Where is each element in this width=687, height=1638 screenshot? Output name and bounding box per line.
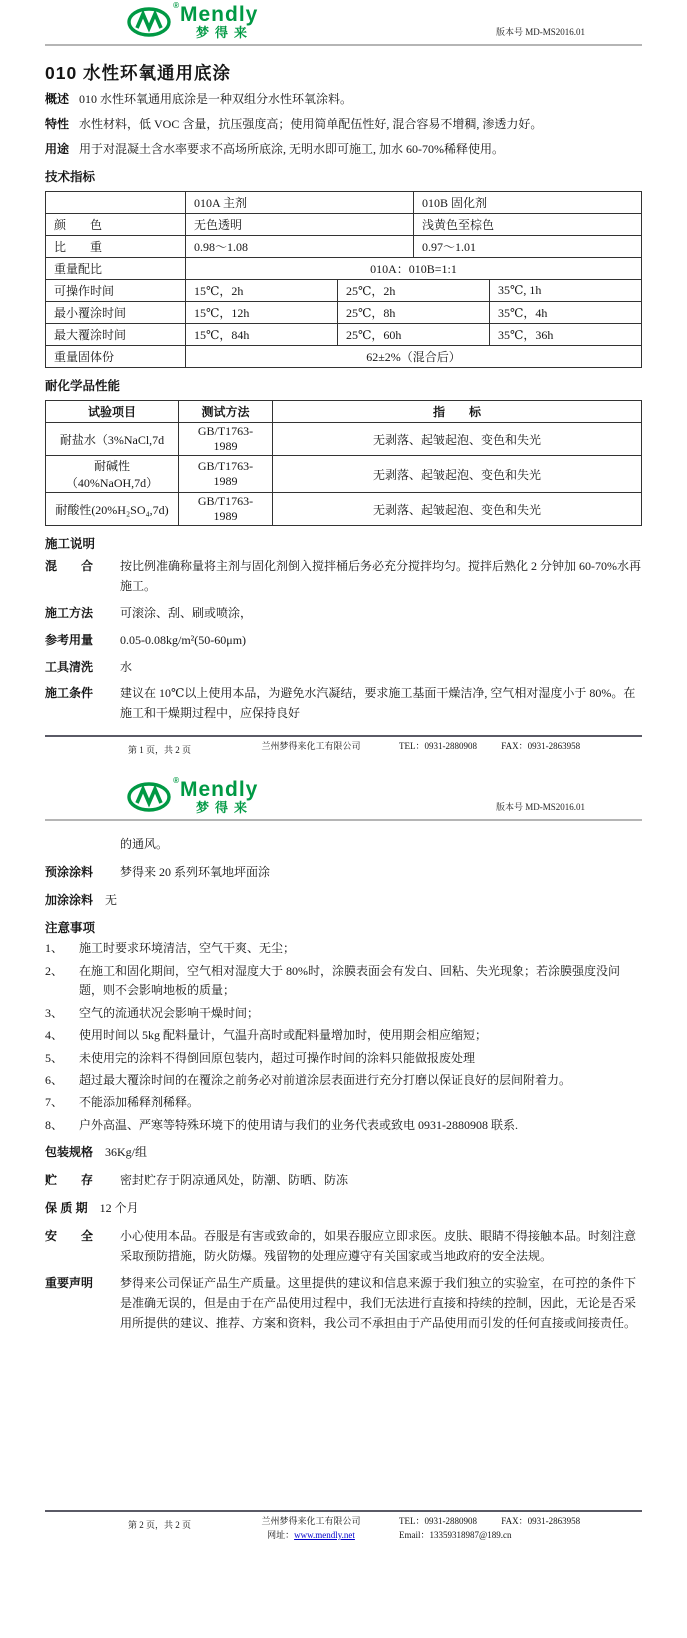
page2-content xyxy=(45,821,642,1334)
note-number: 8、 xyxy=(45,1117,64,1132)
field-label: 工具清洗 xyxy=(45,659,94,674)
table-cell: 指 标 xyxy=(273,401,642,423)
tech-spec-table xyxy=(45,191,642,368)
table-cell: 62±2%（混合后） xyxy=(186,346,642,368)
table-cell: 无剥落、起皱起泡、变色和失光 xyxy=(273,456,642,493)
brand-name-en: Mendly xyxy=(180,778,259,801)
fax-label: FAX：0931-2863958 xyxy=(501,741,581,751)
chem-resistance-heading: 耐化学品性能 xyxy=(45,379,121,394)
table-cell xyxy=(46,192,186,214)
note-item xyxy=(45,1004,642,1023)
field-storage xyxy=(45,1171,642,1191)
field-value: 36Kg/组 xyxy=(105,1145,148,1160)
table-row xyxy=(46,214,642,236)
field-statement xyxy=(45,1274,642,1333)
website-label: 网址： xyxy=(267,1529,295,1540)
field-label: 加涂涂料 xyxy=(45,892,94,907)
note-text: 使用时间以 5kg 配料量计，气温升高时或配料量增加时，使用期会相应缩短； xyxy=(79,1028,488,1043)
note-number: 2、 xyxy=(45,963,64,978)
table-cell: GB/T1763-1989 xyxy=(179,423,273,456)
table-row xyxy=(46,493,642,526)
table-cell: GB/T1763-1989 xyxy=(179,493,273,526)
table-row xyxy=(46,258,642,280)
field-precoat xyxy=(45,863,642,883)
field-label: 预涂涂料 xyxy=(45,864,94,879)
table-row xyxy=(46,423,642,456)
mendly-logo-icon xyxy=(127,776,179,813)
company-logo xyxy=(127,776,259,815)
table-cell: 35℃，4h xyxy=(490,302,642,324)
page-title: 010 水性环氧通用底涂 xyxy=(45,63,232,83)
company-name: 兰州梦得来化工有限公司 xyxy=(261,741,361,751)
note-text: 户外高温、严寒等特殊环境下的使用请与我们的业务代表或致电 0931-2880908 联系. xyxy=(79,1117,518,1132)
note-number: 7、 xyxy=(45,1095,64,1110)
table-header-row xyxy=(46,401,642,423)
field-label: 安 全 xyxy=(45,1228,94,1243)
page-number: 第 2 页，共 2 页 xyxy=(128,1520,192,1530)
note-item xyxy=(45,962,642,1001)
table-cell: 25℃，2h xyxy=(338,280,490,302)
note-text: 不能添加稀释剂稀释。 xyxy=(79,1095,200,1110)
note-item xyxy=(45,1071,642,1090)
registered-trademark-icon: ® xyxy=(173,1,179,10)
field-value: 梦得来 20 系列环氧地坪面涂 xyxy=(120,864,271,879)
table-cell: 耐盐水（3%NaCl,7d xyxy=(46,423,179,456)
table-row xyxy=(46,346,642,368)
version-label: 版本号 MD-MS2016.01 xyxy=(495,802,585,812)
table-cell: GB/T1763-1989 xyxy=(179,456,273,493)
table-cell: 颜 色 xyxy=(46,214,186,236)
note-text: 施工时要求环境清洁，空气干爽、无尘； xyxy=(79,941,296,956)
field-shelf-life xyxy=(45,1199,642,1219)
note-text: 未使用完的涂料不得倒回原包装内，超过可操作时间的涂料只能做报废处理 xyxy=(79,1050,476,1065)
table-row xyxy=(46,192,642,214)
table-cell: 0.98～1.08 xyxy=(186,236,414,258)
table-cell: 010A 主剂 xyxy=(186,192,414,214)
tech-spec-heading: 技术指标 xyxy=(45,170,96,185)
table-row xyxy=(46,456,642,493)
table-cell: 010A：010B=1:1 xyxy=(186,258,642,280)
page2-header xyxy=(45,755,642,821)
table-cell: 25℃，8h xyxy=(338,302,490,324)
field-label: 概述 xyxy=(45,92,70,106)
note-item xyxy=(45,1049,642,1068)
table-cell: 010B 固化剂 xyxy=(414,192,642,214)
table-row xyxy=(46,302,642,324)
field-usage xyxy=(45,140,642,160)
table-row xyxy=(46,324,642,346)
page-1 xyxy=(0,0,687,755)
table-cell: 可操作时间 xyxy=(46,280,186,302)
field-packing xyxy=(45,1143,642,1163)
chem-resistance-table xyxy=(45,400,642,526)
tel-label: TEL：0931-2880908 xyxy=(399,1516,477,1526)
field-label: 施工方法 xyxy=(45,605,94,620)
field-value: 010 水性环氧通用底涂是一种双组分水性环氧涂料。 xyxy=(79,92,353,106)
brand-name-zh: 梦得来 xyxy=(196,25,254,40)
tel-label: TEL：0931-2880908 xyxy=(399,741,477,751)
footer-company-block xyxy=(235,1515,387,1543)
email-label: Email：13359318987@189.cn xyxy=(399,1529,512,1540)
table-cell: 0.97～1.01 xyxy=(414,236,642,258)
version-label: 版本号 MD-MS2016.01 xyxy=(495,27,585,37)
note-number: 3、 xyxy=(45,1005,64,1020)
field-tool-cleaning xyxy=(45,658,642,678)
page2-footer xyxy=(45,1510,642,1543)
table-cell: 重量固体份 xyxy=(46,346,186,368)
continuation-text: 的通风。 xyxy=(120,837,169,851)
brand-name-zh: 梦得来 xyxy=(196,800,254,815)
table-cell: 15℃，2h xyxy=(186,280,338,302)
field-label: 重要声明 xyxy=(45,1276,94,1291)
website-link[interactable]: www.mendly.net xyxy=(294,1529,355,1540)
note-number: 5、 xyxy=(45,1050,64,1065)
table-cell: 无色透明 xyxy=(186,214,414,236)
field-mixing xyxy=(45,557,642,597)
table-cell: 重量配比 xyxy=(46,258,186,280)
table-cell: 15℃，84h xyxy=(186,324,338,346)
field-value: 水性材料，低 VOC 含量，抗压强度高；使用简单配伍性好, 混合容易不增稠, 渗透力好。 xyxy=(79,116,543,131)
company-logo xyxy=(127,1,259,40)
field-value: 0.05-0.08kg/m²(50-60μm) xyxy=(120,632,247,647)
table-row xyxy=(46,236,642,258)
brand-text xyxy=(180,779,258,814)
field-value: 无 xyxy=(105,892,118,907)
field-value: 建议在 10℃以上使用本品，为避免水汽凝结，要求施工基面干燥洁净, 空气相对湿度小于 80%。在施工和干燥期过程中，应保持良好 xyxy=(120,686,636,721)
brand-text xyxy=(180,4,258,39)
table-cell: 15℃，12h xyxy=(186,302,338,324)
note-number: 1、 xyxy=(45,941,64,956)
table-cell: 比 重 xyxy=(46,236,186,258)
note-text: 空气的流通状况会影响干燥时间； xyxy=(79,1005,260,1020)
footer-contact-block xyxy=(387,1515,642,1543)
table-cell: 35℃，36h xyxy=(490,324,642,346)
brand-name-en: Mendly xyxy=(180,3,259,26)
company-name: 兰州梦得来化工有限公司 xyxy=(261,1516,361,1526)
table-cell: 25℃，60h xyxy=(338,324,490,346)
field-label: 特性 xyxy=(45,116,70,131)
notes-heading: 注意事项 xyxy=(45,921,96,936)
field-dosage xyxy=(45,631,642,651)
field-value: 梦得来公司保证产品生产质量。这里提供的建议和信息来源于我们独立的实验室，在可控的条件下是准确无误的，但是由于在产品使用过程中，我们无法进行直接和持续的控制，因此，无论是否采用所提供的建议、推荐、方案和资料，我公司不承担由于产品使用而引发的任何直接或间接责任。 xyxy=(120,1276,637,1330)
registered-trademark-icon: ® xyxy=(173,776,179,785)
page-number: 第 1 页，共 2 页 xyxy=(128,745,192,755)
field-value: 按比例准确称量将主剂与固化剂倒入搅拌桶后务必充分搅拌均匀。搅拌后熟化 2 分钟加 60-70%水再施工。 xyxy=(120,559,641,594)
table-row xyxy=(46,280,642,302)
table-cell: 最大覆涂时间 xyxy=(46,324,186,346)
table-cell: 35℃, 1h xyxy=(490,280,642,302)
note-item xyxy=(45,939,642,958)
field-value: 小心使用本品。吞服是有害或致命的，如果吞服应立即求医。皮肤、眼睛不得接触本品。时刻注意采取预防措施，防火防爆。残留物的处理应遵守有关国家或当地政府的安全法规。 xyxy=(120,1228,637,1263)
page-2 xyxy=(0,755,687,1638)
field-features xyxy=(45,115,642,135)
table-cell: 最小覆涂时间 xyxy=(46,302,186,324)
field-label: 包装规格 xyxy=(45,1145,94,1160)
field-value: 密封贮存于阴凉通风处，防潮、防晒、防冻 xyxy=(120,1173,349,1188)
field-value: 12 个月 xyxy=(99,1200,139,1215)
note-text: 在施工和固化期间，空气相对湿度大于 80%时，涂膜表面会有发白、回粘、失光现象；若涂膜强度没问题，则不会影响地板的质量； xyxy=(79,963,620,998)
field-label: 混 合 xyxy=(45,559,94,574)
note-item xyxy=(45,1116,642,1135)
field-label: 贮 存 xyxy=(45,1173,94,1188)
table-cell: 耐碱性（40%NaOH,7d） xyxy=(46,456,179,493)
field-overview xyxy=(45,90,642,110)
table-cell: 测试方法 xyxy=(179,401,273,423)
table-cell: 无剥落、起皱起泡、变色和失光 xyxy=(273,423,642,456)
table-cell: 浅黄色至棕色 xyxy=(414,214,642,236)
construction-heading: 施工说明 xyxy=(45,537,96,552)
mendly-logo-icon xyxy=(127,1,179,38)
note-item xyxy=(45,1026,642,1045)
field-safety xyxy=(45,1227,642,1267)
table-cell: 试验项目 xyxy=(46,401,179,423)
note-text: 超过最大覆涂时间的在覆涂之前务必对前道涂层表面进行充分打磨以保证良好的层间附着力。 xyxy=(79,1073,572,1088)
field-label: 用途 xyxy=(45,141,70,156)
page1-content xyxy=(45,46,642,724)
page1-header xyxy=(45,0,642,46)
table-cell: 无剥落、起皱起泡、变色和失光 xyxy=(273,493,642,526)
field-value: 可滚涂、刮、刷或喷涂， xyxy=(120,605,253,620)
fax-label: FAX：0931-2863958 xyxy=(501,1516,581,1526)
field-value: 用于对混凝土含水率要求不高场所底涂, 无明水即可施工, 加水 60-70%稀释使用。 xyxy=(79,141,504,156)
field-method xyxy=(45,604,642,624)
field-addcoat xyxy=(45,891,642,911)
field-label: 保 质 期 xyxy=(45,1200,88,1215)
note-number: 6、 xyxy=(45,1073,64,1088)
field-value: 水 xyxy=(120,659,133,674)
note-number: 4、 xyxy=(45,1028,64,1043)
field-conditions xyxy=(45,684,642,724)
note-item xyxy=(45,1093,642,1112)
field-label: 参考用量 xyxy=(45,632,94,647)
table-cell: 耐酸性(20%H₂SO₄,7d) xyxy=(46,493,179,526)
field-label: 施工条件 xyxy=(45,686,94,701)
